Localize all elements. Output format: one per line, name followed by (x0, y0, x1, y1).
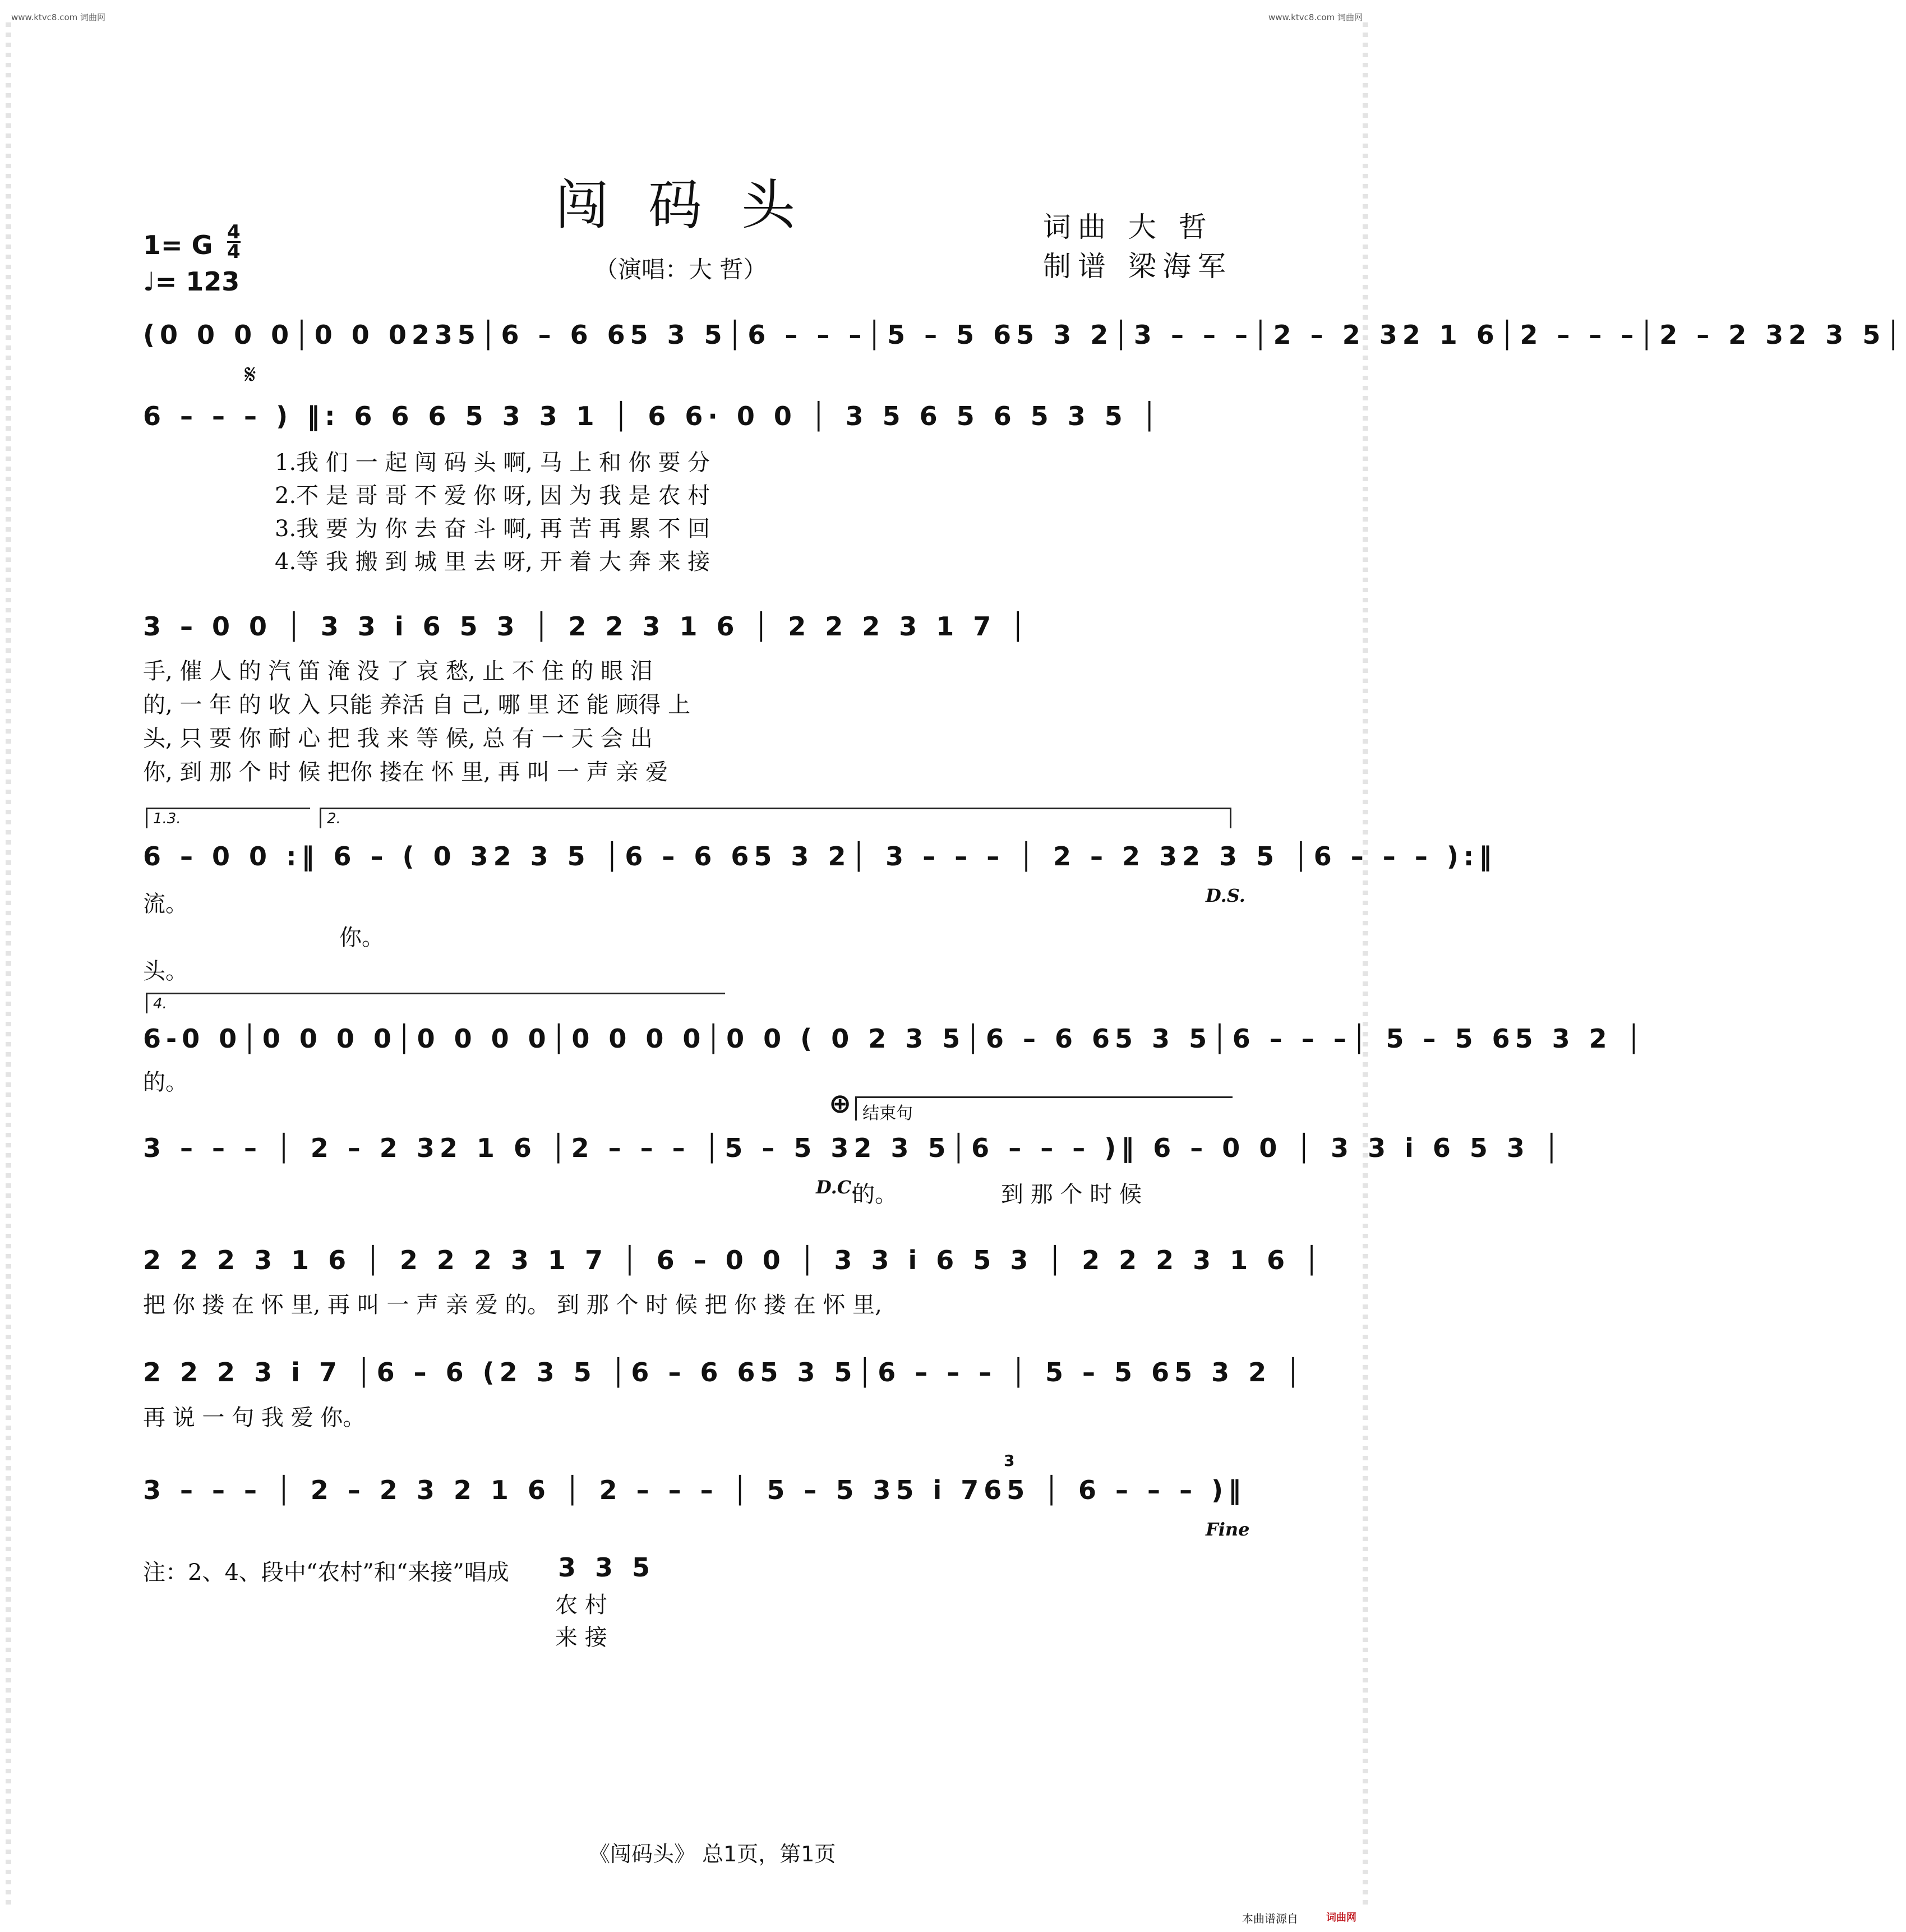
source-label: 本曲谱源自 (1242, 1912, 1298, 1925)
volta-4 (146, 993, 725, 1013)
score-line-6: 3 – – – │ 2 – 2 32 1 6 │2 – – – │5 – 5 32 3 5│6 – – – )‖ 6 – 0 0 │ 3 3 i 6 5 3 │ (143, 1133, 1565, 1163)
score-line-3: 3 – 0 0 │ 3 3 i 6 5 3 │ 2 2 3 1 6 │ 2 2 2 3 1 7 │ (143, 611, 1031, 642)
lyric-line-7: 把 你 搂 在 怀 里, 再 叫 一 声 亲 爱 的。 到 那 个 时 候 把 你 搂 在 怀 里, (143, 1292, 882, 1318)
ending-label: 结束句 (862, 1104, 913, 1123)
score-line-8: 2 2 2 3 i 7 │6 – 6 (2 3 5 │6 – 6 65 3 5│6 – – – │ 5 – 5 65 3 2 │ (143, 1357, 1306, 1387)
performance-note: 注：2、4、段中“农村”和“来接”唱成 (143, 1560, 509, 1585)
lyric-line-5: 的。 (143, 1069, 188, 1095)
right-watermark-strip (1363, 22, 1368, 1907)
volta-2 (320, 808, 1231, 828)
key-signature: 1= G (143, 230, 213, 260)
lyricist-composer: 词曲 大 哲 (1043, 211, 1213, 243)
dal-segno-mark: D.S. (1206, 885, 1245, 906)
lyric-line-6-a: 的。 (852, 1182, 897, 1207)
score-line-1: (0 0 0 0│0 0 0235│6 – 6 65 3 5│6 – – –│5 – 5 65 3 2│3 – – –│2 – 2 32 1 6│2 – – –│2 – 2 32 3 5│ (143, 320, 1906, 350)
performance-note-lyric-2: 来 接 (555, 1625, 607, 1650)
da-capo-mark: D.C. (816, 1177, 857, 1198)
transcriber: 制谱 梁海军 (1043, 250, 1233, 283)
lyric-line-3-verse-1: 手, 催 人 的 汽 笛 淹 没 了 哀 愁, 止 不 住 的 眼 泪 (143, 658, 653, 684)
coda-sign: ⊕ (829, 1088, 852, 1119)
time-signature-bottom: 4 (227, 241, 241, 263)
volta-4-label: 4. (153, 995, 167, 1012)
source-brand-link[interactable]: 词曲网 (1326, 1912, 1356, 1924)
lyric-line-4-verse-1: 流。 (143, 891, 188, 917)
lyric-line-2-verse-4: 4.等 我 搬 到 城 里 去 呀, 开 着 大 奔 来 接 (275, 549, 710, 575)
performance-note-notes: 3 3 5 (558, 1552, 656, 1583)
singer: （演唱：大 哲） (594, 256, 767, 283)
song-title: 闯码头 (555, 174, 834, 237)
lyric-line-3-verse-4: 你, 到 那 个 时 候 把你 搂在 怀 里, 再 叫 一 声 亲 爱 (143, 759, 668, 785)
volta-2-label: 2. (327, 810, 341, 827)
lyric-line-8: 再 说 一 句 我 爱 你。 (143, 1405, 366, 1431)
volta-1-3 (146, 808, 310, 828)
left-watermark-strip (6, 22, 11, 1907)
header-site-left[interactable]: www.ktvc8.com 词曲网 (11, 12, 106, 22)
lyric-line-3-verse-2: 的, 一 年 的 收 入 只能 养活 自 己, 哪 里 还 能 顾得 上 (143, 692, 691, 718)
time-signature (227, 223, 241, 261)
ending-bracket (855, 1096, 1233, 1121)
segno-sign: 𝄋 (244, 359, 256, 390)
score-line-4: 6 – 0 0 :‖ 6 – ( 0 32 3 5 │6 – 6 65 3 2│ 3 – – – │ 2 – 2 32 3 5 │6 – – – ):‖ (143, 841, 1497, 872)
volta-1-3-label: 1.3. (153, 810, 181, 827)
time-signature-top: 4 (227, 221, 241, 243)
score-line-9: 3 – – – │ 2 – 2 3 2 1 6 │ 2 – – – │ 5 – 5 35 i 765 │ 6 – – – )‖ (143, 1475, 1247, 1505)
page-footer: 《闯码头》 总1页，第1页 (589, 1842, 836, 1866)
lyric-line-4-verse-2: 你。 (339, 925, 384, 951)
score-line-7: 2 2 2 3 1 6 │ 2 2 2 3 1 7 │ 6 – 0 0 │ 3 3 i 6 5 3 │ 2 2 2 3 1 6 │ (143, 1245, 1324, 1275)
performance-note-lyric-1: 农 村 (555, 1592, 607, 1618)
triplet-mark: 3 (1004, 1451, 1015, 1470)
lyric-line-4-verse-3: 头。 (143, 958, 188, 984)
score-line-2: 6 – – – ) ‖: 6 6 6 5 3 3 1 │ 6 6· 0 0 │ 3 5 6 5 6 5 3 5 │ (143, 401, 1162, 431)
lyric-line-3-verse-3: 头, 只 要 你 耐 心 把 我 来 等 候, 总 有 一 天 会 出 (143, 726, 653, 751)
fine-mark: Fine (1206, 1519, 1250, 1540)
lyric-line-2-verse-2: 2.不 是 哥 哥 不 爱 你 呀, 因 为 我 是 农 村 (275, 483, 710, 509)
lyric-line-6-b: 到 那 个 时 候 (1001, 1182, 1142, 1207)
lyric-line-2-verse-3: 3.我 要 为 你 去 奋 斗 啊, 再 苦 再 累 不 回 (275, 516, 710, 542)
lyric-line-2-verse-1: 1.我 们 一 起 闯 码 头 啊, 马 上 和 你 要 分 (275, 450, 710, 476)
header-site-right[interactable]: www.ktvc8.com 词曲网 (1268, 12, 1363, 22)
score-line-5: 6-0 0│0 0 0 0│0 0 0 0│0 0 0 0│0 0 ( 0 2 3 5│6 – 6 65 3 5│6 – – –│ 5 – 5 65 3 2 │ (143, 1023, 1647, 1054)
tempo: ♩= 123 (143, 266, 240, 297)
